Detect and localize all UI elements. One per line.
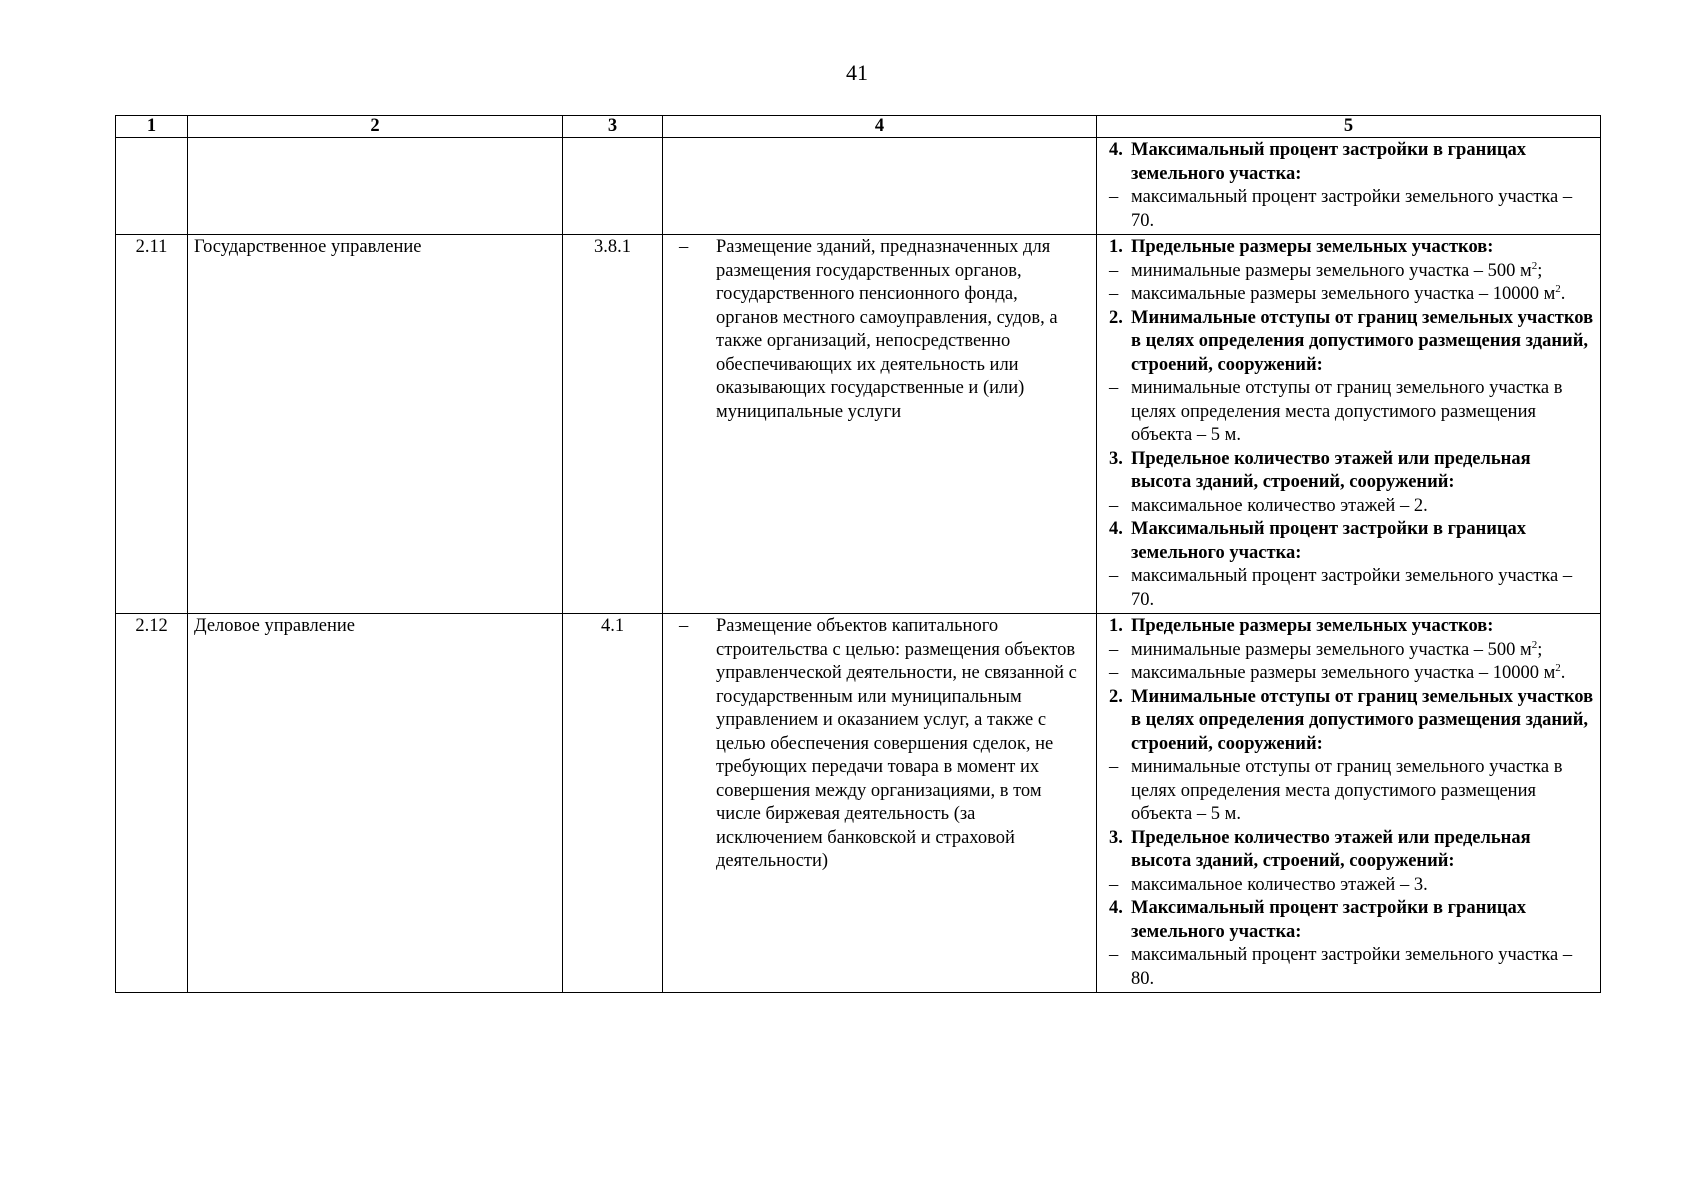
use-type-description	[663, 614, 1097, 993]
header-col-4: 4	[663, 116, 1097, 138]
parameter-value	[1103, 283, 1594, 307]
item-text: Предельное количество этажей или предельная высота зданий, строений, сооружений:	[1131, 448, 1531, 492]
parameter-heading	[1103, 686, 1594, 757]
superscript: 2	[1555, 282, 1561, 295]
table-row	[116, 138, 1601, 235]
item-marker: –	[1109, 663, 1119, 683]
regulations-table	[115, 115, 1601, 993]
item-text: максимальные размеры земельного участка – 10000 м	[1131, 663, 1556, 683]
item-marker: –	[1109, 284, 1119, 304]
parameter-heading	[1103, 897, 1594, 944]
parameter-value	[1103, 874, 1594, 898]
use-type-name: Государственное управление	[188, 235, 563, 614]
item-marker: 3.	[1109, 448, 1123, 469]
item-tail: ;	[1537, 260, 1543, 281]
item-marker: –	[1109, 639, 1119, 660]
item-marker: 2.	[1109, 686, 1123, 707]
parameter-heading	[1103, 307, 1594, 378]
use-type-code: 4.1	[563, 614, 663, 993]
dash-marker: –	[679, 616, 689, 636]
superscript: 2	[1531, 638, 1538, 651]
parameter-heading	[1103, 448, 1594, 495]
parameter-heading	[1103, 827, 1594, 874]
parameter-value	[1103, 377, 1594, 448]
item-marker: –	[1109, 566, 1119, 586]
item-text: Минимальные отступы от границ земельных участков в целях определения допустимого размещения зданий, строений, сооружений:	[1131, 686, 1594, 754]
row-number: 2.11	[116, 235, 188, 614]
use-type-code: 3.8.1	[563, 235, 663, 614]
page-number: 41	[846, 60, 868, 85]
parameter-value	[1103, 944, 1594, 991]
parameter-value	[1103, 260, 1594, 284]
header-col-1: 1	[116, 116, 188, 138]
parameter-value	[1103, 662, 1594, 686]
item-text: максимальное количество этажей – 2.	[1131, 495, 1428, 516]
parameter-value	[1103, 495, 1594, 519]
item-marker: –	[1109, 945, 1119, 965]
item-text: Минимальные отступы от границ земельных участков в целях определения допустимого размещения зданий, строений, сооружений:	[1131, 307, 1594, 375]
parameters-cell	[1097, 614, 1601, 993]
item-marker: 2.	[1109, 307, 1123, 328]
description-text: Размещение зданий, предназначенных для размещения государственных органов, государственного пенсионного фонда, органов местного самоуправления, судов, а также организаций, непосредственно обеспечивающих их деятельность или оказывающих государственные и (или) муниципальные услуги	[716, 237, 1058, 422]
item-text: Предельные размеры земельных участков:	[1131, 237, 1494, 257]
item-tail: .	[1560, 663, 1566, 683]
header-row	[116, 116, 1601, 138]
item-text: Предельное количество этажей или предельная высота зданий, строений, сооружений:	[1131, 827, 1531, 871]
header-col-2: 2	[188, 116, 563, 138]
row-number: 2.12	[116, 614, 188, 993]
item-marker: –	[1109, 187, 1119, 207]
item-marker: –	[1109, 874, 1119, 895]
parameter-value	[1103, 565, 1594, 612]
superscript: 2	[1531, 259, 1538, 272]
item-marker: 3.	[1109, 827, 1123, 848]
item-text: минимальные размеры земельного участка – 500 м	[1131, 639, 1532, 660]
use-type-description	[663, 235, 1097, 614]
parameter-heading	[1103, 615, 1594, 639]
item-marker: 1.	[1109, 237, 1123, 257]
item-text: максимальный процент застройки земельного участка – 80.	[1131, 945, 1573, 989]
item-marker: –	[1109, 378, 1119, 398]
parameter-value	[1103, 756, 1594, 827]
table-row	[116, 235, 1601, 614]
item-text: минимальные размеры земельного участка – 500 м	[1131, 260, 1532, 281]
parameter-heading	[1103, 518, 1594, 565]
row-number	[116, 138, 188, 235]
item-marker: –	[1109, 757, 1119, 777]
item-marker: 1.	[1109, 616, 1123, 636]
item-marker: –	[1109, 260, 1119, 281]
item-tail: .	[1560, 284, 1566, 304]
item-marker: –	[1109, 495, 1119, 516]
item-text: Предельные размеры земельных участков:	[1131, 616, 1494, 636]
parameter-heading	[1103, 236, 1594, 260]
item-tail: ;	[1537, 639, 1543, 660]
item-text: Максимальный процент застройки в границах земельного участка:	[1131, 898, 1527, 942]
parameter-value	[1103, 639, 1594, 663]
use-type-name: Деловое управление	[188, 614, 563, 993]
header-col-3: 3	[563, 116, 663, 138]
parameter-heading	[1103, 139, 1594, 186]
parameters-cell	[1097, 235, 1601, 614]
table-body	[116, 138, 1601, 993]
parameter-value	[1103, 186, 1594, 233]
table-row	[116, 614, 1601, 993]
use-type-code	[563, 138, 663, 235]
item-marker: 4.	[1109, 519, 1123, 539]
description-text: Размещение объектов капитального строительства с целью: размещения объектов управленческой деятельности, не связанной с государственным или муниципальным управлением и оказанием услуг, а также с целью обеспечения совершения сделок, не требующих передачи товара в момент их совершения между организациями, в том числе биржевая деятельность (за исключением банковской и страховой деятельности)	[716, 616, 1077, 871]
item-text: максимальное количество этажей – 3.	[1131, 874, 1428, 895]
item-text: Максимальный процент застройки в границах земельного участка:	[1131, 519, 1527, 563]
parameters-cell	[1097, 138, 1601, 235]
use-type-description	[663, 138, 1097, 235]
item-text: минимальные отступы от границ земельного участка в целях определения места допустимого размещения объекта – 5 м.	[1131, 757, 1563, 824]
item-text: максимальные размеры земельного участка – 10000 м	[1131, 284, 1556, 304]
item-marker: 4.	[1109, 898, 1123, 918]
item-text: максимальный процент застройки земельного участка – 70.	[1131, 187, 1573, 231]
item-text: максимальный процент застройки земельного участка – 70.	[1131, 566, 1573, 610]
use-type-name	[188, 138, 563, 235]
item-text: Максимальный процент застройки в границах земельного участка:	[1131, 140, 1527, 184]
superscript: 2	[1555, 661, 1561, 674]
item-text: минимальные отступы от границ земельного участка в целях определения места допустимого размещения объекта – 5 м.	[1131, 378, 1563, 445]
dash-marker: –	[679, 237, 689, 257]
item-marker: 4.	[1109, 140, 1123, 160]
header-col-5: 5	[1097, 116, 1601, 138]
